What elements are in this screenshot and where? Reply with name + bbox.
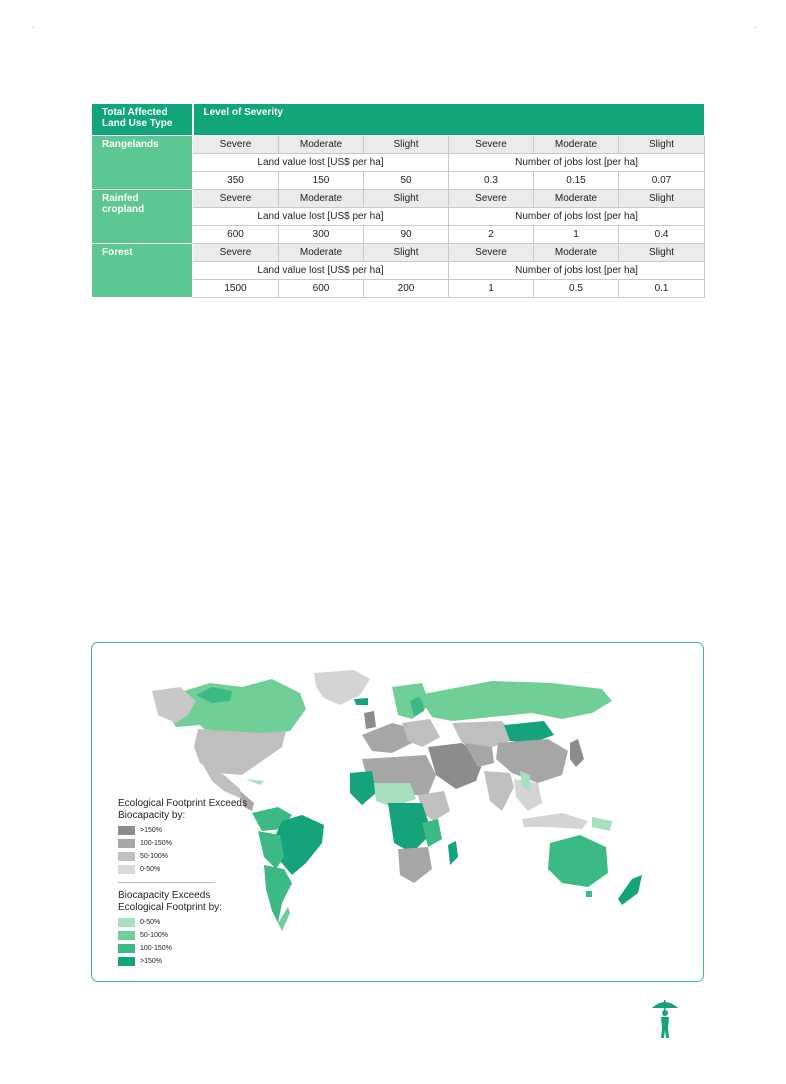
legend-swatch bbox=[118, 865, 135, 874]
table-header-row bbox=[92, 104, 705, 136]
land-type-cell: Forest bbox=[92, 244, 193, 298]
legend-label: 0-50% bbox=[140, 919, 161, 926]
papua-region bbox=[592, 817, 612, 831]
value-cell: 600 bbox=[193, 226, 279, 244]
legend-label: 50-100% bbox=[140, 932, 169, 939]
severity-header: Level of Severity bbox=[193, 104, 705, 136]
uk-region bbox=[364, 711, 376, 729]
value-cell: 1500 bbox=[193, 280, 279, 298]
severity-cell: Severe bbox=[449, 244, 534, 262]
severity-cell: Moderate bbox=[279, 244, 364, 262]
value-cell: 0.4 bbox=[619, 226, 705, 244]
land-value-label: Land value lost [US$ per ha] bbox=[193, 262, 449, 280]
legend-divider bbox=[118, 882, 215, 883]
legend-label: 100-150% bbox=[140, 840, 172, 847]
world-map-panel bbox=[91, 642, 704, 982]
crop-mark-left: . bbox=[32, 20, 35, 30]
value-cell: 600 bbox=[279, 280, 364, 298]
southern-africa-region bbox=[398, 847, 432, 883]
severity-cell: Slight bbox=[364, 190, 449, 208]
legend-swatch bbox=[118, 852, 135, 861]
legend-item bbox=[118, 931, 248, 940]
table-row bbox=[92, 190, 705, 208]
severity-cell: Moderate bbox=[534, 190, 619, 208]
value-cell: 0.3 bbox=[449, 172, 534, 190]
value-cell: 200 bbox=[364, 280, 449, 298]
severity-cell: Moderate bbox=[534, 244, 619, 262]
peru-bolivia-region bbox=[258, 831, 284, 869]
value-cell: 1 bbox=[449, 280, 534, 298]
land-value-label: Land value lost [US$ per ha] bbox=[193, 154, 449, 172]
severity-cell: Severe bbox=[449, 136, 534, 154]
value-cell: 50 bbox=[364, 172, 449, 190]
deficit-legend-title: Ecological Footprint Exceeds Biocapacity by: bbox=[118, 798, 247, 821]
legend-item bbox=[118, 826, 248, 835]
land-type-cell: Rangelands bbox=[92, 136, 193, 190]
legend-swatch bbox=[118, 944, 135, 953]
legend-item bbox=[118, 957, 248, 966]
severity-cell: Slight bbox=[364, 244, 449, 262]
value-cell: 0.07 bbox=[619, 172, 705, 190]
value-cell: 0.1 bbox=[619, 280, 705, 298]
table-row bbox=[92, 136, 705, 154]
tasmania-region bbox=[586, 891, 592, 897]
severity-cell: Severe bbox=[193, 136, 279, 154]
reserve-legend-title: Biocapacity Exceeds Ecological Footprint by: bbox=[118, 890, 222, 913]
value-cell: 0.5 bbox=[534, 280, 619, 298]
legend-swatch bbox=[118, 957, 135, 966]
legend-label: 0-50% bbox=[140, 866, 161, 873]
legend-label: 50-100% bbox=[140, 853, 169, 860]
jobs-label: Number of jobs lost [per ha] bbox=[449, 154, 705, 172]
severity-cell: Slight bbox=[619, 244, 705, 262]
legend-item bbox=[118, 918, 248, 927]
severity-cell: Slight bbox=[364, 136, 449, 154]
australia-region bbox=[548, 835, 608, 887]
madagascar-region bbox=[448, 841, 458, 865]
severity-cell: Severe bbox=[449, 190, 534, 208]
legend-swatch bbox=[118, 918, 135, 927]
value-cell: 150 bbox=[279, 172, 364, 190]
legend-swatch bbox=[118, 839, 135, 848]
indonesia-region bbox=[522, 813, 588, 829]
east-africa-region bbox=[422, 819, 442, 847]
caribbean-region bbox=[246, 779, 264, 785]
new-zealand-region bbox=[618, 875, 642, 905]
severity-cell: Slight bbox=[619, 136, 705, 154]
legend-item bbox=[118, 839, 248, 848]
severity-cell: Slight bbox=[619, 190, 705, 208]
jobs-label: Number of jobs lost [per ha] bbox=[449, 208, 705, 226]
severity-cell: Severe bbox=[193, 244, 279, 262]
india-region bbox=[484, 771, 514, 811]
legend-item bbox=[118, 865, 248, 874]
russia-region bbox=[418, 681, 612, 721]
value-cell: 1 bbox=[534, 226, 619, 244]
land-type-cell: Rainfed cropland bbox=[92, 190, 193, 244]
west-africa-region bbox=[350, 771, 376, 805]
severity-cell: Moderate bbox=[534, 136, 619, 154]
japan-korea-region bbox=[570, 739, 584, 767]
severity-cell: Moderate bbox=[279, 136, 364, 154]
value-cell: 90 bbox=[364, 226, 449, 244]
legend-label: 100-150% bbox=[140, 945, 172, 952]
jobs-label: Number of jobs lost [per ha] bbox=[449, 262, 705, 280]
value-cell: 350 bbox=[193, 172, 279, 190]
crop-mark-right: . bbox=[754, 20, 757, 30]
legend-item bbox=[118, 944, 248, 953]
legend-label: >150% bbox=[140, 958, 162, 965]
iceland-region bbox=[354, 698, 368, 705]
land-value-label: Land value lost [US$ per ha] bbox=[193, 208, 449, 226]
legend-item bbox=[118, 852, 248, 861]
severity-cell: Severe bbox=[193, 190, 279, 208]
figure-with-umbrella-icon bbox=[650, 994, 680, 1040]
value-cell: 2 bbox=[449, 226, 534, 244]
map-legend bbox=[118, 798, 248, 966]
legend-label: >150% bbox=[140, 827, 162, 834]
severity-cell: Moderate bbox=[279, 190, 364, 208]
legend-swatch bbox=[118, 931, 135, 940]
value-cell: 300 bbox=[279, 226, 364, 244]
land-use-header: Total Affected Land Use Type bbox=[92, 104, 193, 136]
table-row bbox=[92, 244, 705, 262]
value-cell: 0.15 bbox=[534, 172, 619, 190]
severity-table bbox=[91, 103, 705, 298]
legend-swatch bbox=[118, 826, 135, 835]
